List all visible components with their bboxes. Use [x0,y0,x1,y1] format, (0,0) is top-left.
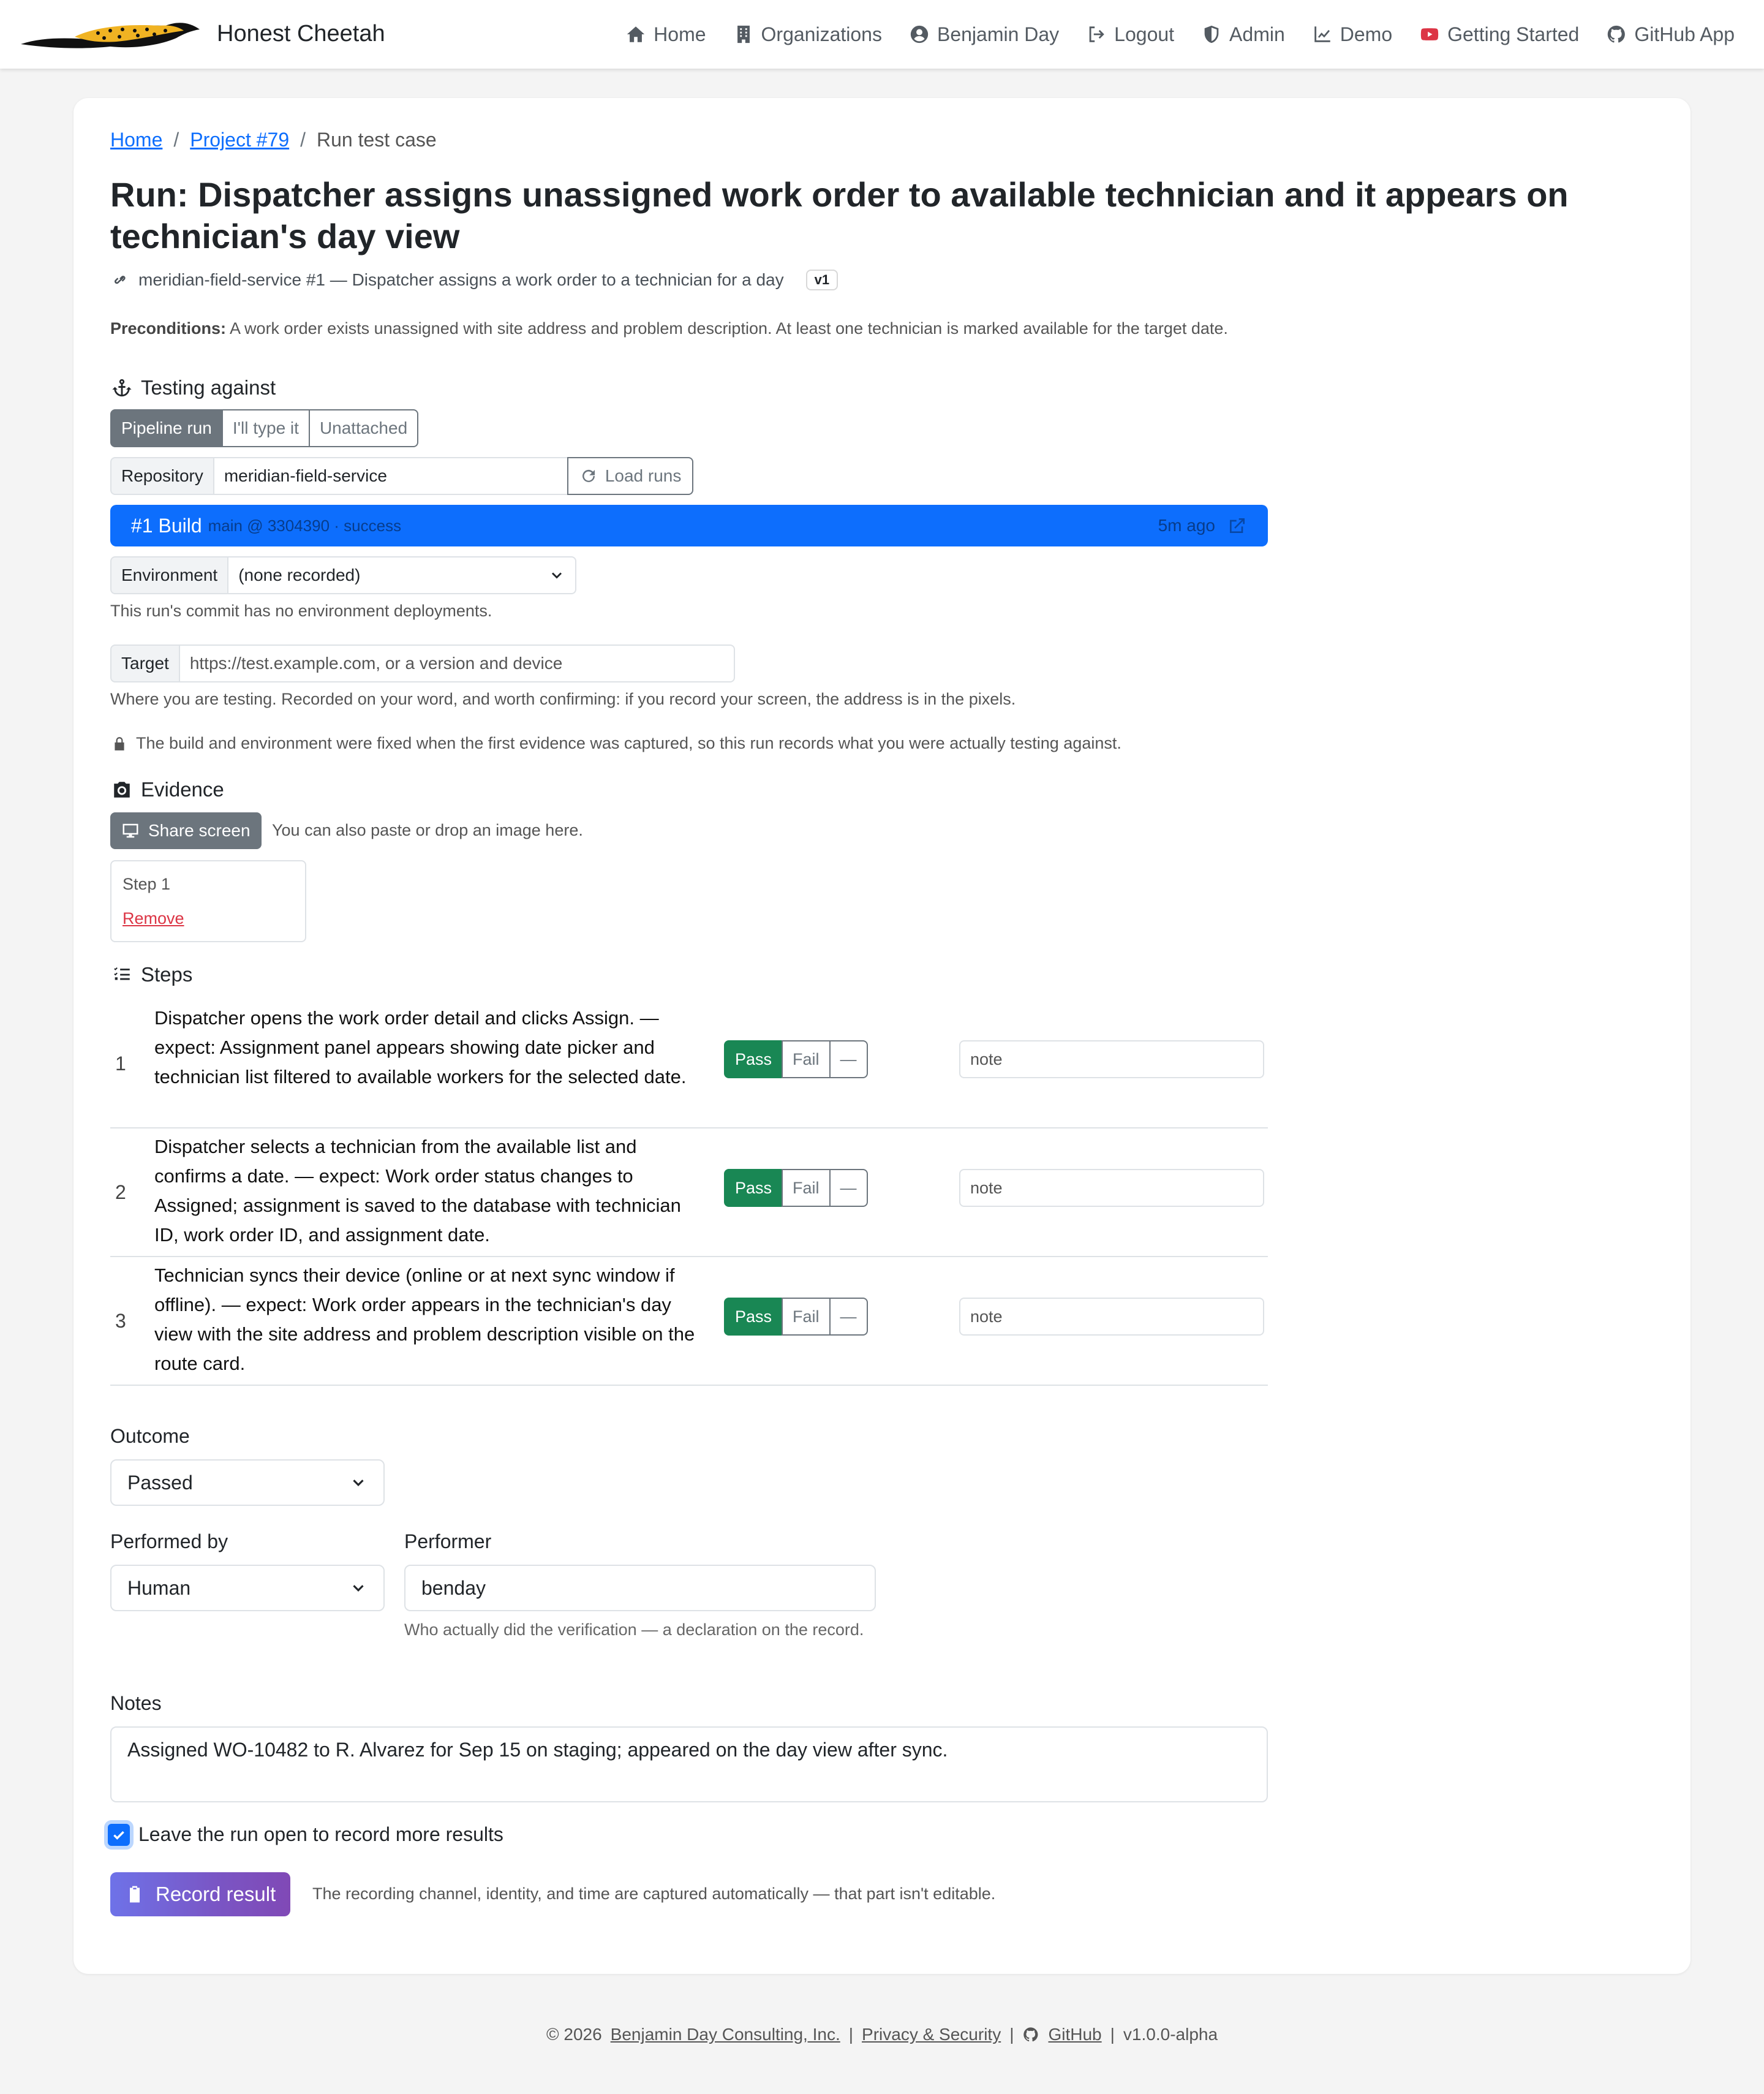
breadcrumb-separator: / [173,129,179,151]
test-case-link[interactable]: meridian-field-service #1 — Dispatcher assigns a work order to a technician for a day [138,270,784,289]
step-text: Dispatcher selects a technician from the available list and confirms a date. — expect: Work order status changes to Assigned; assignment is saved to the database with technician ID, work order ID, and assignment date. [154,1136,681,1245]
nav-admin[interactable] [1201,23,1285,46]
test-case-reference [111,270,838,290]
nav-admin-label: Admin [1229,23,1285,45]
footer-separator: | [1110,2025,1115,2044]
nav-user-label: Benjamin Day [937,23,1060,45]
fail-button[interactable]: Fail [782,1169,831,1207]
chevron-down-icon [349,1473,368,1492]
fail-button[interactable]: Fail [782,1298,831,1336]
step-text: Dispatcher opens the work order detail and clicks Assign. — expect: Assignment panel appears showing date picker and technician list filtered to available workers for the selected date. [154,1007,687,1087]
building-icon [733,24,754,45]
nav-demo[interactable] [1312,23,1392,46]
house-icon [625,24,646,45]
steps-heading [111,963,192,986]
outcome-select[interactable] [110,1459,385,1506]
repository-label: Repository [110,457,214,495]
logout-icon [1086,24,1107,45]
record-help: The recording channel, identity, and time are captured automatically — that part isn't editable. [312,1884,996,1903]
skip-button[interactable]: — [829,1169,868,1207]
nav-demo-label: Demo [1340,23,1393,45]
step-row [110,1000,1268,1128]
footer-company-link[interactable]: Benjamin Day Consulting, Inc. [610,2025,840,2044]
notes-label: Notes [110,1692,162,1714]
mode-unattached[interactable]: Unattached [309,409,418,447]
youtube-icon [1419,24,1440,45]
repository-input[interactable]: meridian-field-service [214,457,568,495]
breadcrumb-separator: / [300,129,306,151]
skip-button[interactable]: — [829,1298,868,1336]
performer-label: Performer [404,1530,492,1552]
step-note-input[interactable]: note [959,1040,1264,1078]
footer-separator: | [848,2025,854,2044]
environment-group [110,556,576,594]
footer-separator: | [1009,2025,1014,2044]
breadcrumb-project[interactable]: Project #79 [190,129,290,151]
refresh-icon [579,467,598,485]
brand[interactable] [18,12,385,55]
step-row [110,1257,1268,1386]
leave-open-row [108,1823,503,1846]
evidence-heading [111,778,224,801]
pass-button[interactable]: Pass [724,1040,783,1078]
page-title: Run: Dispatcher assigns unassigned work order to available technician and it appears on technician's day view [110,175,1569,255]
lock-note-text: The build and environment were fixed when the first evidence was captured, so this run records what you were actually testing against. [136,734,1121,752]
checklist-icon [111,964,132,985]
nav-organizations-label: Organizations [761,23,882,45]
performed-by-label: Performed by [110,1530,228,1552]
anchor-icon [111,377,132,398]
cheetah-logo-icon [18,12,202,55]
nav-organizations[interactable] [733,23,882,46]
steps-title: Steps [141,963,193,986]
selected-build-run[interactable] [110,505,1268,546]
environment-value: (none recorded) [238,565,361,584]
nav-github-app-label: GitHub App [1634,23,1735,45]
nav-user[interactable] [909,23,1059,46]
step-number: 3 [115,1309,126,1332]
step-note-input[interactable]: note [959,1169,1264,1207]
repository-group [110,457,693,495]
performer-input[interactable]: benday [404,1565,876,1611]
skip-button[interactable]: — [829,1040,868,1078]
version-badge: v1 [806,270,838,290]
leave-open-label[interactable]: Leave the run open to record more results [138,1823,503,1845]
github-icon [1022,2026,1039,2043]
record-result-label: Record result [156,1883,276,1905]
target-label: Target [110,644,180,682]
paste-hint: You can also paste or drop an image here. [272,821,583,839]
evidence-item [110,860,306,942]
build-age: 5m ago [1158,516,1215,535]
shield-icon [1201,24,1222,45]
footer-version: v1.0.0-alpha [1123,2025,1218,2044]
nav-logout[interactable] [1086,23,1174,46]
top-navbar [0,0,1764,69]
footer [0,2025,1764,2044]
step-number: 1 [115,1052,126,1075]
pass-button[interactable]: Pass [724,1169,783,1207]
nav-getting-started-label: Getting Started [1447,23,1580,45]
evidence-item-label: Step 1 [123,875,171,893]
chart-line-icon [1312,24,1333,45]
evidence-remove-link[interactable]: Remove [123,909,184,928]
testing-against-heading [111,376,276,399]
target-input[interactable]: https://test.example.com, or a version and device [180,644,735,682]
nav-getting-started[interactable] [1419,23,1579,46]
nav-github-app[interactable] [1606,23,1735,46]
camera-icon [111,779,132,800]
pass-button[interactable]: Pass [724,1298,783,1336]
mode-type-it[interactable]: I'll type it [222,409,310,447]
leave-open-checkbox[interactable] [108,1824,130,1846]
chevron-down-icon [349,1579,368,1597]
performed-by-value: Human [127,1576,191,1599]
fail-button[interactable]: Fail [782,1040,831,1078]
share-screen-label: Share screen [148,821,251,840]
load-runs-button[interactable] [567,457,694,495]
step-note-input[interactable]: note [959,1298,1264,1336]
nav-logout-label: Logout [1114,23,1175,45]
step-result-toggle [724,1169,868,1207]
target-group [110,644,735,682]
step-text: Technician syncs their device (online or at next sync window if offline). — expect: Work order appears in the technician's day view with the site address and problem description visible on the route card. [154,1264,695,1374]
step-result-toggle [724,1298,868,1336]
evidence-title: Evidence [141,778,224,801]
source-mode-toggle [110,409,418,447]
preconditions-text: A work order exists unassigned with site address and problem description. At least one technician is marked available for the target date. [230,319,1228,338]
step-result-toggle [724,1040,868,1078]
performer-help: Who actually did the verification — a declaration on the record. [404,1620,864,1639]
nav-home-label: Home [654,23,706,45]
performed-by-select[interactable] [110,1565,385,1611]
record-result-button[interactable] [110,1872,290,1916]
chevron-down-icon [548,567,565,584]
environment-select[interactable] [228,556,576,594]
nav-home[interactable] [625,23,706,46]
steps-table [110,1000,1268,1386]
testing-against-title: Testing against [141,376,276,399]
github-icon [1606,24,1627,45]
mode-pipeline-run[interactable]: Pipeline run [110,409,223,447]
footer-copyright: © 2026 [546,2025,602,2044]
environment-help: This run's commit has no environment deployments. [110,602,492,620]
lock-icon [111,736,127,752]
notes-textarea[interactable]: Assigned WO-10482 to R. Alvarez for Sep 15 on staging; appeared on the day view after sync. [110,1726,1268,1802]
user-circle-icon [909,24,930,45]
checkmark-icon [111,1827,127,1843]
target-help: Where you are testing. Recorded on your word, and worth confirming: if you record your screen, the address is in the pixels. [110,690,1016,708]
outcome-value: Passed [127,1471,193,1494]
nav-links [625,0,1735,69]
step-number: 2 [115,1181,126,1203]
footer-github-link[interactable]: GitHub [1048,2025,1102,2044]
outcome-label: Outcome [110,1425,190,1447]
load-runs-label: Load runs [605,466,682,485]
footer-privacy-link[interactable]: Privacy & Security [862,2025,1001,2044]
preconditions-label: Preconditions: [110,319,227,338]
monitor-icon [121,822,140,840]
breadcrumb-current: Run test case [317,129,437,151]
external-link-icon[interactable] [1227,516,1247,535]
breadcrumb [110,129,437,151]
share-screen-button[interactable] [110,812,262,849]
build-detail: main @ 3304390 · success [208,516,402,535]
preconditions [110,315,1262,342]
lock-note [111,734,1121,753]
step-row [110,1128,1268,1257]
clipboard-check-icon [125,1884,145,1904]
brand-name: Honest Cheetah [217,21,385,47]
breadcrumb-home[interactable]: Home [110,129,163,151]
environment-label: Environment [110,556,228,594]
build-number: #1 Build [131,514,202,537]
link-icon [111,271,130,289]
